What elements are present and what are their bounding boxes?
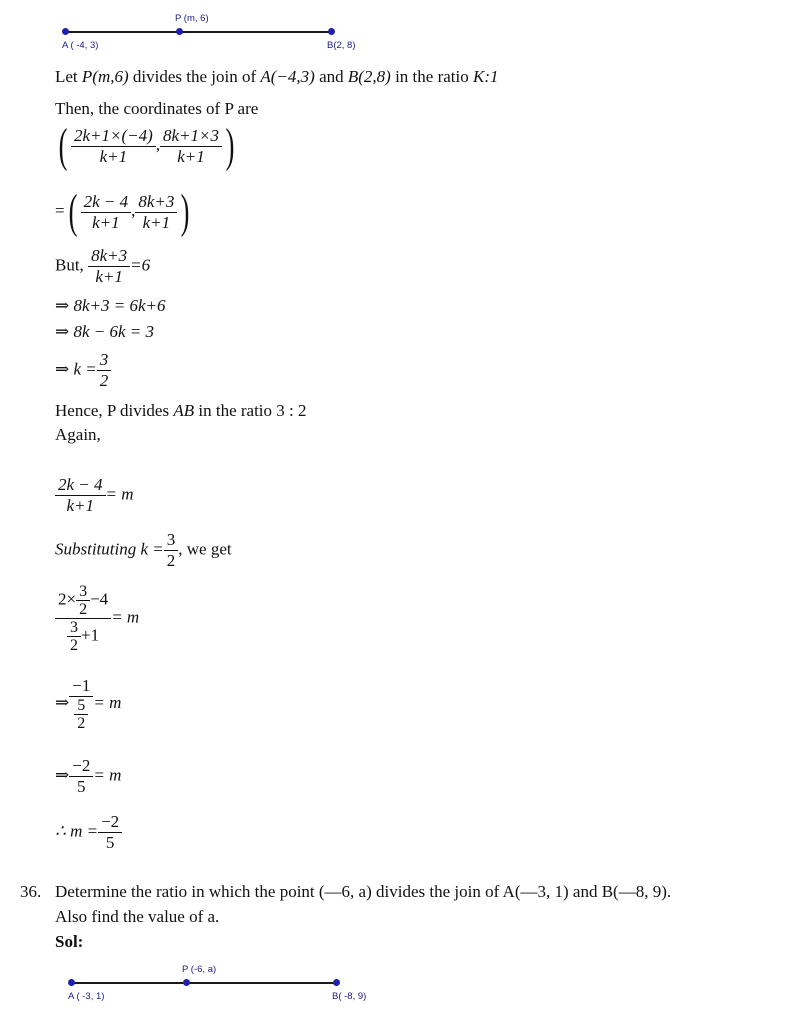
open-paren: ( <box>68 185 77 238</box>
subst-text: Substituting k = <box>55 539 164 559</box>
neg1-rhs: = m <box>93 692 122 712</box>
frac-neg1-den <box>69 696 93 732</box>
eq-m-line <box>55 475 134 516</box>
expr-a: A(−4,3) <box>260 67 315 86</box>
compound-fraction-line <box>55 583 139 654</box>
frac-therefore <box>98 812 122 853</box>
then-line: Then, the coordinates of P are <box>55 99 259 118</box>
frac-therefore-num: −2 <box>101 812 120 831</box>
compound-rhs: = m <box>111 607 140 627</box>
neg1-line <box>55 676 121 732</box>
compound-num-inner-den: 2 <box>76 600 90 618</box>
frac-x <box>71 126 156 167</box>
point-b-dot-2 <box>333 979 340 986</box>
text-mid1: divides the join of <box>128 67 261 86</box>
neg1-arrow: ⇒ <box>55 692 70 712</box>
frac-subst-den: 2 <box>164 550 179 571</box>
substituting-line <box>55 530 232 571</box>
subst-rest: , we get <box>178 539 232 559</box>
sol-text: Sol: <box>55 932 84 951</box>
text-but-rhs: =6 <box>130 255 151 275</box>
implies-line-3 <box>55 350 111 391</box>
expr-p: P(m,6) <box>81 67 129 86</box>
coordinates-step2: =( $\frac{2k - 4}{k+1}$ , $\frac{8k+3}{k+1}$ ) <box>55 185 190 238</box>
close-paren: ) <box>180 185 190 238</box>
text-let: Let <box>55 67 82 86</box>
compound-num-inner-num: 3 <box>79 583 88 600</box>
frac-neg1 <box>69 676 93 732</box>
point-p-dot-2 <box>183 979 190 986</box>
frac-therefore-den: 5 <box>98 832 122 853</box>
frac-neg2-den: 5 <box>69 776 93 797</box>
frac-x2-den: k+1 <box>81 212 132 233</box>
frac-subst-num: 3 <box>166 530 176 549</box>
frac-neg1-num: −1 <box>72 676 91 695</box>
line-diagram-2 <box>0 955 790 1015</box>
text-but: But, <box>55 255 89 275</box>
compound-den-inner <box>67 619 81 654</box>
neg2-rhs: = m <box>93 765 122 785</box>
frac-compound <box>55 583 111 654</box>
frac-y <box>160 126 222 167</box>
hence-rest: in the ratio 3 : 2 <box>194 401 307 420</box>
open-paren: ( <box>58 119 68 172</box>
label-b: B(2, 8) <box>327 40 356 51</box>
neg2-line <box>55 756 121 797</box>
frac-but-num: 8k+3 <box>91 246 128 265</box>
label-p-2: P (-6, a) <box>182 964 217 975</box>
but-line <box>55 246 150 287</box>
frac-neg1-inner-num: 5 <box>77 697 86 714</box>
frac-neg1-inner <box>74 697 88 732</box>
frac-x-den: k+1 <box>71 146 156 167</box>
implies-line-2: ⇒ 8k − 6k = 3 <box>55 322 155 341</box>
frac-neg1-inner-den: 2 <box>74 714 88 732</box>
therefore-line <box>55 812 122 853</box>
coordinates-step1: ( $\frac{2k+1\times(-4)}{k+1}$ , $\frac{8k+1\times 3}{k+1}$ ) <box>58 119 235 172</box>
frac-x-num: 2k+1×(−4) <box>73 125 153 145</box>
label-a-2: A ( -3, 1) <box>68 991 105 1002</box>
point-a-dot-2 <box>68 979 75 986</box>
frac-y2-num: 8k+3 <box>138 191 175 211</box>
neg2-arrow: ⇒ <box>55 765 70 785</box>
frac-but <box>88 246 130 287</box>
compound-num <box>55 583 111 618</box>
text-mid3: in the ratio <box>390 67 473 86</box>
compound-num-post: −4 <box>90 589 109 609</box>
frac-y2 <box>135 192 177 233</box>
hence-text: Hence, P divides <box>55 401 174 420</box>
frac-y2-den: k+1 <box>135 212 177 233</box>
compound-den-post: +1 <box>81 625 100 645</box>
frac-x2 <box>81 192 132 233</box>
compound-num-pre: 2× <box>58 589 77 609</box>
frac-m-num: 2k − 4 <box>58 475 103 494</box>
segment-ab <box>66 31 332 33</box>
expr-ratio: K:1 <box>472 67 499 86</box>
hence-ab: AB <box>173 401 195 420</box>
label-b-2: B( -8, 9) <box>332 991 367 1002</box>
point-b-dot <box>328 28 335 35</box>
implies3-lhs: ⇒ k = <box>55 359 97 379</box>
frac-k-num: 3 <box>99 350 109 369</box>
again-line: Again, <box>55 425 101 444</box>
label-a: A ( -4, 3) <box>62 40 99 51</box>
point-p-dot <box>176 28 183 35</box>
line-diagram-1 <box>0 0 790 55</box>
compound-den-inner-den: 2 <box>67 636 81 654</box>
eq-m-rhs: = m <box>105 484 134 504</box>
compound-den <box>55 618 111 654</box>
label-p: P (m, 6) <box>175 13 209 24</box>
frac-y-num: 8k+1×3 <box>163 125 220 145</box>
equals-sign: = <box>55 200 65 220</box>
question-number: 36. <box>20 882 42 901</box>
compound-den-inner-num: 3 <box>70 619 79 636</box>
hence-line <box>55 401 307 421</box>
frac-m-den: k+1 <box>55 495 106 516</box>
sol-label <box>55 931 83 953</box>
frac-y-den: k+1 <box>160 146 222 167</box>
frac-m <box>55 475 106 516</box>
frac-subst <box>164 530 179 571</box>
expr-b: B(2,8) <box>347 67 391 86</box>
frac-k-den: 2 <box>97 370 112 391</box>
point-a-dot <box>62 28 69 35</box>
compound-num-inner <box>76 583 90 618</box>
intro-line <box>55 67 498 87</box>
frac-neg2 <box>69 756 93 797</box>
implies-line-1: ⇒ 8k+3 = 6k+6 <box>55 296 166 315</box>
therefore-lhs: ∴ m = <box>55 821 99 841</box>
text-mid2: and <box>314 67 348 86</box>
close-paren: ) <box>225 119 235 172</box>
frac-k <box>97 350 112 391</box>
question-text-2: Also find the value of a. <box>55 907 220 926</box>
frac-neg2-num: −2 <box>72 756 91 775</box>
frac-but-den: k+1 <box>88 266 130 287</box>
segment-ab-2 <box>72 982 337 984</box>
frac-x2-num: 2k − 4 <box>83 191 129 211</box>
question-text-1: Determine the ratio in which the point (—6, a) divides the join of A(—3, 1) and B(—8, 9). <box>55 882 672 901</box>
